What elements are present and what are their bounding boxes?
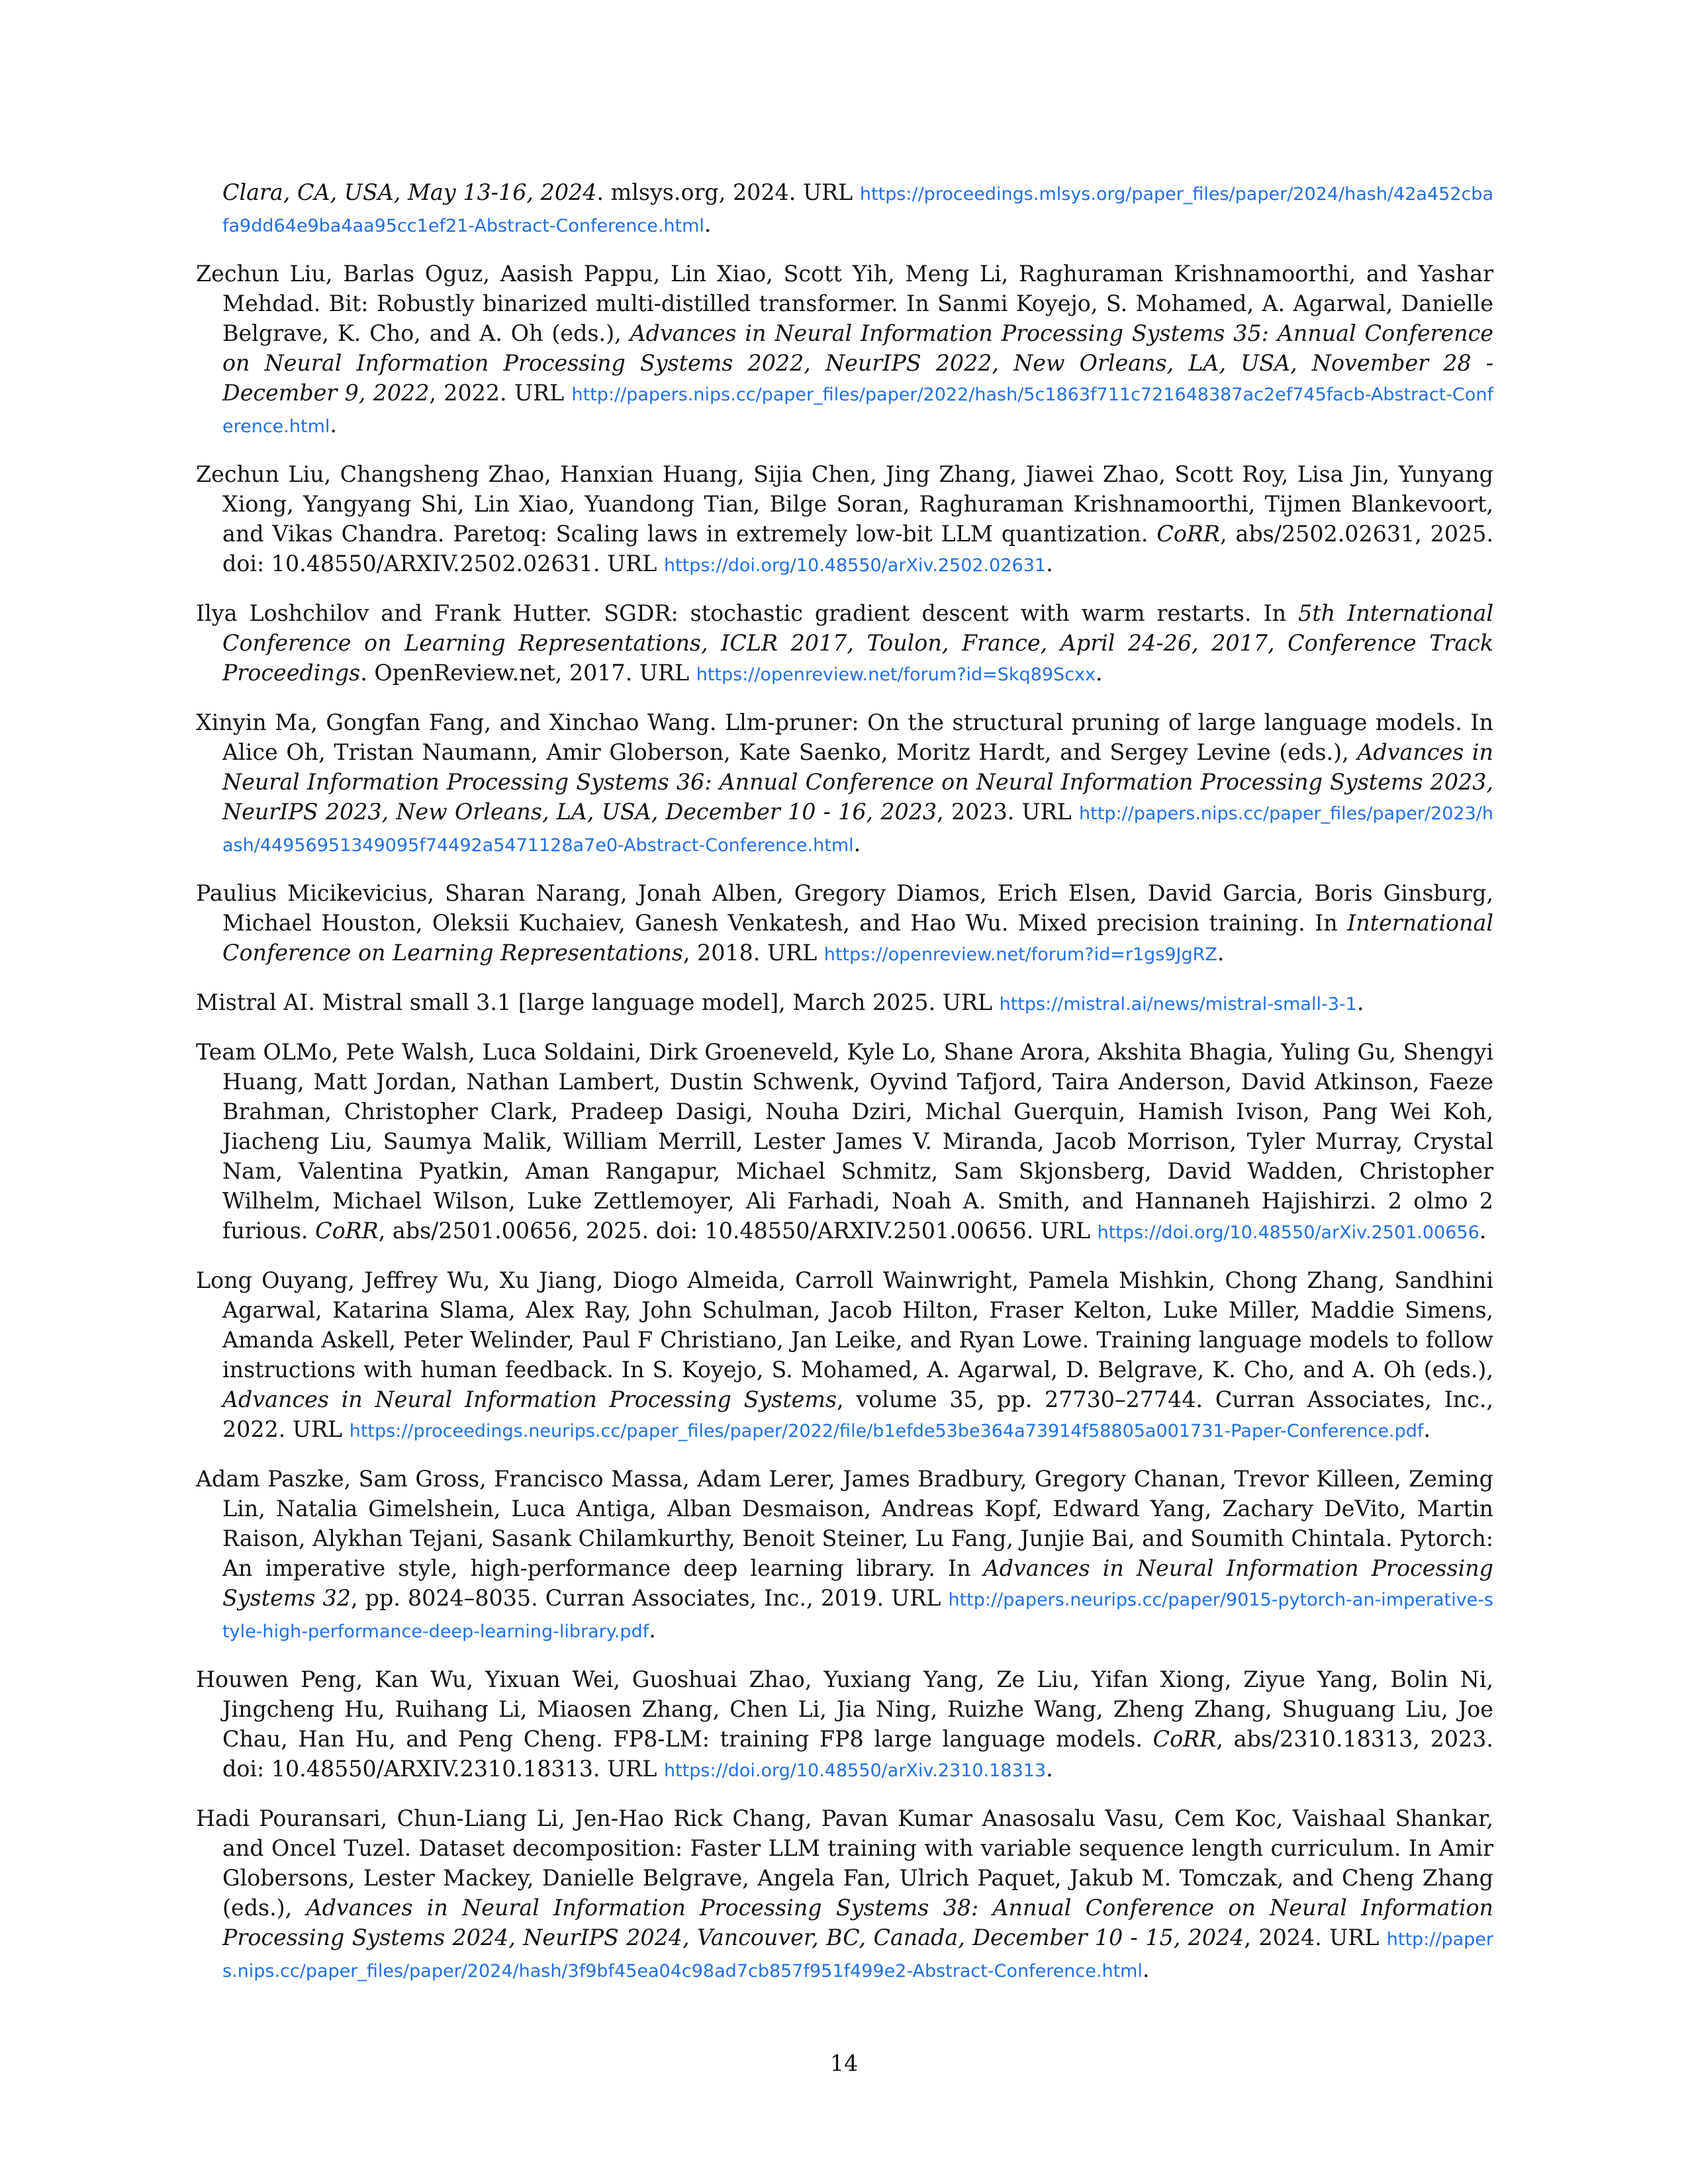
reference-link[interactable]: https://openreview.net/forum?id=Skq89Scxx [696,664,1096,685]
reference-venue: 5th International Conference on Learning Representations, ICLR 2017, Toulon, France, April 24-26, 2017, Conference Track Proceedings [222,600,1493,686]
reference-item: Houwen Peng, Kan Wu, Yixuan Wei, Guoshuai Zhao, Yuxiang Yang, Ze Liu, Yifan Xiong, Ziyue Yang, Bolin Ni, Jingcheng Hu, Ruihang Li, Miaosen Zhang, Chen Li, Jia Ning, Ruizhe Wang, Zheng Zhang, Shuguang Liu, Joe Chau, Han Hu, and Peng Cheng. FP8-LM: training FP8 large language models. CoRR, abs/2310.18313, 2023. doi: 10.48550/ARXIV.2310.18313. URL https://doi.org/10.48550/arXiv.2310.18313. [196,1666,1494,1782]
reference-details: , abs/2501.00656, 2025. doi: 10.48550/ARXIV.2501.00656. URL [378,1218,1098,1244]
reference-venue: CoRR [1156,521,1221,547]
reference-venue: CoRR [315,1218,379,1244]
reference-authors-title: Zechun Liu, Barlas Oguz, Aasish Pappu, Lin Xiao, Scott Yih, Meng Li, Raghuraman Krishnamoorthi, and Yashar Mehdad. Bit: Robustly binarized multi-distilled transformer. In Sanmi Koyejo, S. Mohamed, A. Agarwal, Danielle Belgrave, K. Cho, and A. Oh (eds.), [196,261,1493,346]
reference-authors-title: Long Ouyang, Jeffrey Wu, Xu Jiang, Diogo Almeida, Carroll Wainwright, Pamela Mishkin, Chong Zhang, Sandhini Agarwal, Katarina Slama, Alex Ray, John Schulman, Jacob Hilton, Fraser Kelton, Luke Miller, Maddie Simens, Amanda Askell, Peter Welinder, Paul F Christiano, Jan Leike, and Ryan Lowe. Training language models to follow instructions with human feedback. In S. Koyejo, S. Mohamed, A. Agarwal, D. Belgrave, K. Cho, and A. Oh (eds.), [196,1267,1493,1383]
reference-venue: CoRR [1152,1726,1217,1752]
reference-link[interactable]: https://doi.org/10.48550/arXiv.2501.00656 [1097,1222,1479,1243]
reference-authors-title: Hadi Pouransari, Chun-Liang Li, Jen-Hao Rick Chang, Pavan Kumar Anasosalu Vasu, Cem Koc, Vaishaal Shankar, and Oncel Tuzel. Dataset decomposition: Faster LLM training with variable sequence length curriculum. In Amir Globersons, Lester Mackey, Danielle Belgrave, Angela Fan, Ulrich Paquet, Jakub M. Tomczak, and Cheng Zhang (eds.), [196,1805,1493,1921]
reference-authors-title: Xinyin Ma, Gongfan Fang, and Xinchao Wang. Llm-pruner: On the structural pruning of large language models. In Alice Oh, Tristan Naumann, Amir Globerson, Kate Saenko, Moritz Hardt, and Sergey Levine (eds.), [196,709,1493,765]
reference-details: , abs/2502.02631, 2025. doi: 10.48550/ARXIV.2502.02631. URL [222,521,1494,576]
reference-link[interactable]: https://proceedings.mlsys.org/paper_files/paper/2024/hash/42a452cbafa9dd64e9ba4aa95cc1ef21-Abstract-Conference.html [222,184,1493,236]
reference-venue: Advances in Neural Information Processing Systems 32 [222,1555,1493,1611]
page-number: 14 [829,2050,859,2076]
reference-item: Paulius Micikevicius, Sharan Narang, Jonah Alben, Gregory Diamos, Erich Elsen, David Garcia, Boris Ginsburg, Michael Houston, Oleksii Kuchaiev, Ganesh Venkatesh, and Hao Wu. Mixed precision training. In International Conference on Learning Representations, 2018. URL https://openreview.net/forum?id=r1gs9JgRZ. [196,880,1493,966]
reference-link[interactable]: https://proceedings.neurips.cc/paper_files/paper/2022/file/b1efde53be364a73914f58805a001731-Paper-Conference.pdf [349,1421,1424,1441]
reference-details: , 2018. URL [682,940,824,966]
reference-link[interactable]: https://doi.org/10.48550/arXiv.2502.02631 [663,555,1047,576]
reference-venue: Advances in Neural Information Processing Systems [222,1387,837,1412]
reference-item: Ilya Loshchilov and Frank Hutter. SGDR: stochastic gradient descent with warm restarts. In 5th International Conference on Learning Representations, ICLR 2017, Toulon, France, April 24-26, 2017, Conference Track Proceedings. OpenReview.net, 2017. URL https://openreview.net/forum?id=Skq89Scxx. [196,600,1493,686]
reference-venue: Advances in Neural Information Processing Systems 38: Annual Conference on Neural Information Processing Systems 2024, NeurIPS 2024, Vancouver, BC, Canada, December 10 - 15, 2024 [222,1895,1494,1950]
reference-authors-title: Houwen Peng, Kan Wu, Yixuan Wei, Guoshuai Zhao, Yuxiang Yang, Ze Liu, Yifan Xiong, Ziyue Yang, Bolin Ni, Jingcheng Hu, Ruihang Li, Miaosen Zhang, Chen Li, Jia Ning, Ruizhe Wang, Zheng Zhang, Shuguang Liu, Joe Chau, Han Hu, and Peng Cheng. FP8-LM: training FP8 large language models. [196,1666,1493,1752]
reference-venue: International Conference on Learning Representations [222,910,1493,966]
reference-item: Long Ouyang, Jeffrey Wu, Xu Jiang, Diogo Almeida, Carroll Wainwright, Pamela Mishkin, Chong Zhang, Sandhini Agarwal, Katarina Slama, Alex Ray, John Schulman, Jacob Hilton, Fraser Kelton, Luke Miller, Maddie Simens, Amanda Askell, Peter Welinder, Paul F Christiano, Jan Leike, and Ryan Lowe. Training language models to follow instructions with human feedback. In S. Koyejo, S. Mohamed, A. Agarwal, D. Belgrave, K. Cho, and A. Oh (eds.), Advances in Neural Information Processing Systems, volume 35, pp. 27730–27744. Curran Associates, Inc., 2022. URL https://proceedings.neurips.cc/paper_files/paper/2022/file/b1efde53be364a73914f58805a001731-Paper-Conference.pdf. [196,1267,1493,1442]
reference-link[interactable]: http://papers.nips.cc/paper_files/paper/2022/hash/5c1863f711c721648387ac2ef745facb-Abstract-Conference.html [222,385,1493,437]
reference-venue: Advances in Neural Information Processing Systems 36: Annual Conference on Neural Information Processing Systems 2023, NeurIPS 2023, New Orleans, LA, USA, December 10 - 16, 2023 [222,739,1493,825]
reference-link[interactable]: https://doi.org/10.48550/arXiv.2310.18313 [663,1760,1047,1781]
reference-authors-title: Ilya Loshchilov and Frank Hutter. SGDR: stochastic gradient descent with warm restarts. In [196,600,1299,626]
reference-item: Team OLMo, Pete Walsh, Luca Soldaini, Dirk Groeneveld, Kyle Lo, Shane Arora, Akshita Bhagia, Yuling Gu, Shengyi Huang, Matt Jordan, Nathan Lambert, Dustin Schwenk, Oyvind Tafjord, Taira Anderson, David Atkinson, Faeze Brahman, Christopher Clark, Pradeep Dasigi, Nouha Dziri, Michal Guerquin, Hamish Ivison, Pang Wei Koh, Jiacheng Liu, Saumya Malik, William Merrill, Lester James V. Miranda, Jacob Morrison, Tyler Murray, Crystal Nam, Valentina Pyatkin, Aman Rangapur, Michael Schmitz, Sam Skjonsberg, David Wadden, Christopher Wilhelm, Michael Wilson, Luke Zettlemoyer, Ali Farhadi, Noah A. Smith, and Hannaneh Hajishirzi. 2 olmo 2 furious. CoRR, abs/2501.00656, 2025. doi: 10.48550/ARXIV.2501.00656. URL https://doi.org/10.48550/arXiv.2501.00656. [196,1039,1493,1244]
reference-authors-title: Zechun Liu, Changsheng Zhao, Hanxian Huang, Sijia Chen, Jing Zhang, Jiawei Zhao, Scott Roy, Lisa Jin, Yunyang Xiong, Yangyang Shi, Lin Xiao, Yuandong Tian, Bilge Soran, Raghuraman Krishnamoorthi, Tijmen Blankevoort, and Vikas Chandra. Paretoq: Scaling laws in extremely low-bit LLM quantization. [196,461,1493,547]
reference-authors-title: Mistral AI. Mistral small 3.1 [large language model], March 2025. URL [196,989,1000,1015]
reference-authors-title: Paulius Micikevicius, Sharan Narang, Jonah Alben, Gregory Diamos, Erich Elsen, David Garcia, Boris Ginsburg, Michael Houston, Oleksii Kuchaiev, Ganesh Venkatesh, and Hao Wu. Mixed precision training. In [196,880,1493,936]
reference-venue: Advances in Neural Information Processing Systems 35: Annual Conference on Neural Information Processing Systems 2022, NeurIPS 2022, New Orleans, LA, USA, November 28 - December 9, 2022 [222,320,1493,406]
reference-link[interactable]: https://mistral.ai/news/mistral-small-3-1 [999,994,1357,1015]
reference-details: , 2024. URL [1244,1925,1387,1950]
reference-item: Zechun Liu, Changsheng Zhao, Hanxian Huang, Sijia Chen, Jing Zhang, Jiawei Zhao, Scott Roy, Lisa Jin, Yunyang Xiong, Yangyang Shi, Lin Xiao, Yuandong Tian, Bilge Soran, Raghuraman Krishnamoorthi, Tijmen Blankevoort, and Vikas Chandra. Paretoq: Scaling laws in extremely low-bit LLM quantization. CoRR, abs/2502.02631, 2025. doi: 10.48550/ARXIV.2502.02631. URL https://doi.org/10.48550/arXiv.2502.02631. [196,461,1494,576]
reference-details: , pp. 8024–8035. Curran Associates, Inc., 2019. URL [350,1585,949,1611]
reference-details: , abs/2310.18313, 2023. doi: 10.48550/ARXIV.2310.18313. URL [222,1726,1494,1782]
reference-details: , volume 35, pp. 27730–27744. Curran Associates, Inc., 2022. URL [222,1387,1493,1442]
reference-details: , 2023. URL [937,799,1080,825]
reference-link[interactable]: http://papers.neurips.cc/paper/9015-pytorch-an-imperative-style-high-performance-deep-learning-library.pdf [222,1590,1493,1642]
reference-item: Clara, CA, USA, May 13-16, 2024. mlsys.org, 2024. URL https://proceedings.mlsys.org/paper_files/paper/2024/hash/42a452cbafa9dd64e9ba4aa95cc1ef21-Abstract-Conference.html. [222,179,1493,237]
reference-link[interactable]: http://papers.nips.cc/paper_files/paper/2024/hash/3f9bf45ea04c98ad7cb857f951f499e2-Abstract-Conference.html [222,1929,1493,1981]
reference-authors-title: Adam Paszke, Sam Gross, Francisco Massa, Adam Lerer, James Bradbury, Gregory Chanan, Trevor Killeen, Zeming Lin, Natalia Gimelshein, Luca Antiga, Alban Desmaison, Andreas Kopf, Edward Yang, Zachary DeVito, Martin Raison, Alykhan Tejani, Sasank Chilamkurthy, Benoit Steiner, Lu Fang, Junjie Bai, and Soumith Chintala. Pytorch: An imperative style, high-performance deep learning library. In [196,1466,1493,1581]
reference-item: Mistral AI. Mistral small 3.1 [large language model], March 2025. URL https://mistral.ai/news/mistral-small-3-1. [196,989,1364,1015]
reference-item: Zechun Liu, Barlas Oguz, Aasish Pappu, Lin Xiao, Scott Yih, Meng Li, Raghuraman Krishnamoorthi, and Yashar Mehdad. Bit: Robustly binarized multi-distilled transformer. In Sanmi Koyejo, S. Mohamed, A. Agarwal, Danielle Belgrave, K. Cho, and A. Oh (eds.), Advances in Neural Information Processing Systems 35: Annual Conference on Neural Information Processing Systems 2022, NeurIPS 2022, New Orleans, LA, USA, November 28 - December 9, 2022, 2022. URL http://papers.nips.cc/paper_files/paper/2022/hash/5c1863f711c721648387ac2ef745facb-Abstract-Conference.html. [196,261,1493,437]
reference-item: Xinyin Ma, Gongfan Fang, and Xinchao Wang. Llm-pruner: On the structural pruning of large language models. In Alice Oh, Tristan Naumann, Amir Globerson, Kate Saenko, Moritz Hardt, and Sergey Levine (eds.), Advances in Neural Information Processing Systems 36: Annual Conference on Neural Information Processing Systems 2023, NeurIPS 2023, New Orleans, LA, USA, December 10 - 16, 2023, 2023. URL http://papers.nips.cc/paper_files/paper/2023/hash/44956951349095f74492a5471128a7e0-Abstract-Conference.html. [196,709,1493,856]
reference-item: Adam Paszke, Sam Gross, Francisco Massa, Adam Lerer, James Bradbury, Gregory Chanan, Trevor Killeen, Zeming Lin, Natalia Gimelshein, Luca Antiga, Alban Desmaison, Andreas Kopf, Edward Yang, Zachary DeVito, Martin Raison, Alykhan Tejani, Sasank Chilamkurthy, Benoit Steiner, Lu Fang, Junjie Bai, and Soumith Chintala. Pytorch: An imperative style, high-performance deep learning library. In Advances in Neural Information Processing Systems 32, pp. 8024–8035. Curran Associates, Inc., 2019. URL http://papers.neurips.cc/paper/9015-pytorch-an-imperative-style-high-performance-deep-learning-library.pdf. [196,1466,1493,1643]
reference-venue: Clara, CA, USA, May 13-16, 2024 [222,179,597,205]
reference-link[interactable]: http://papers.nips.cc/paper_files/paper/2023/hash/44956951349095f74492a5471128a7e0-Abstract-Conference.html [222,803,1493,856]
reference-item: Hadi Pouransari, Chun-Liang Li, Jen-Hao Rick Chang, Pavan Kumar Anasosalu Vasu, Cem Koc, Vaishaal Shankar, and Oncel Tuzel. Dataset decomposition: Faster LLM training with variable sequence length curriculum. In Amir Globersons, Lester Mackey, Danielle Belgrave, Angela Fan, Ulrich Paquet, Jakub M. Tomczak, and Cheng Zhang (eds.), Advances in Neural Information Processing Systems 38: Annual Conference on Neural Information Processing Systems 2024, NeurIPS 2024, Vancouver, BC, Canada, December 10 - 15, 2024, 2024. URL http://papers.nips.cc/paper_files/paper/2024/hash/3f9bf45ea04c98ad7cb857f951f499e2-Abstract-Conference.html. [196,1805,1494,1982]
reference-details: , 2022. URL [429,380,572,406]
reference-details: . mlsys.org, 2024. URL [596,179,860,205]
reference-authors-title: Team OLMo, Pete Walsh, Luca Soldaini, Dirk Groeneveld, Kyle Lo, Shane Arora, Akshita Bhagia, Yuling Gu, Shengyi Huang, Matt Jordan, Nathan Lambert, Dustin Schwenk, Oyvind Tafjord, Taira Anderson, David Atkinson, Faeze Brahman, Christopher Clark, Pradeep Dasigi, Nouha Dziri, Michal Guerquin, Hamish Ivison, Pang Wei Koh, Jiacheng Liu, Saumya Malik, William Merrill, Lester James V. Miranda, Jacob Morrison, Tyler Murray, Crystal Nam, Valentina Pyatkin, Aman Rangapur, Michael Schmitz, Sam Skjonsberg, David Wadden, Christopher Wilhelm, Michael Wilson, Luke Zettlemoyer, Ali Farhadi, Noah A. Smith, and Hannaneh Hajishirzi. 2 olmo 2 furious. [196,1039,1493,1244]
references-list [196,177,1493,2004]
reference-link[interactable]: https://openreview.net/forum?id=r1gs9JgRZ [823,944,1217,965]
reference-details: . OpenReview.net, 2017. URL [360,660,696,686]
